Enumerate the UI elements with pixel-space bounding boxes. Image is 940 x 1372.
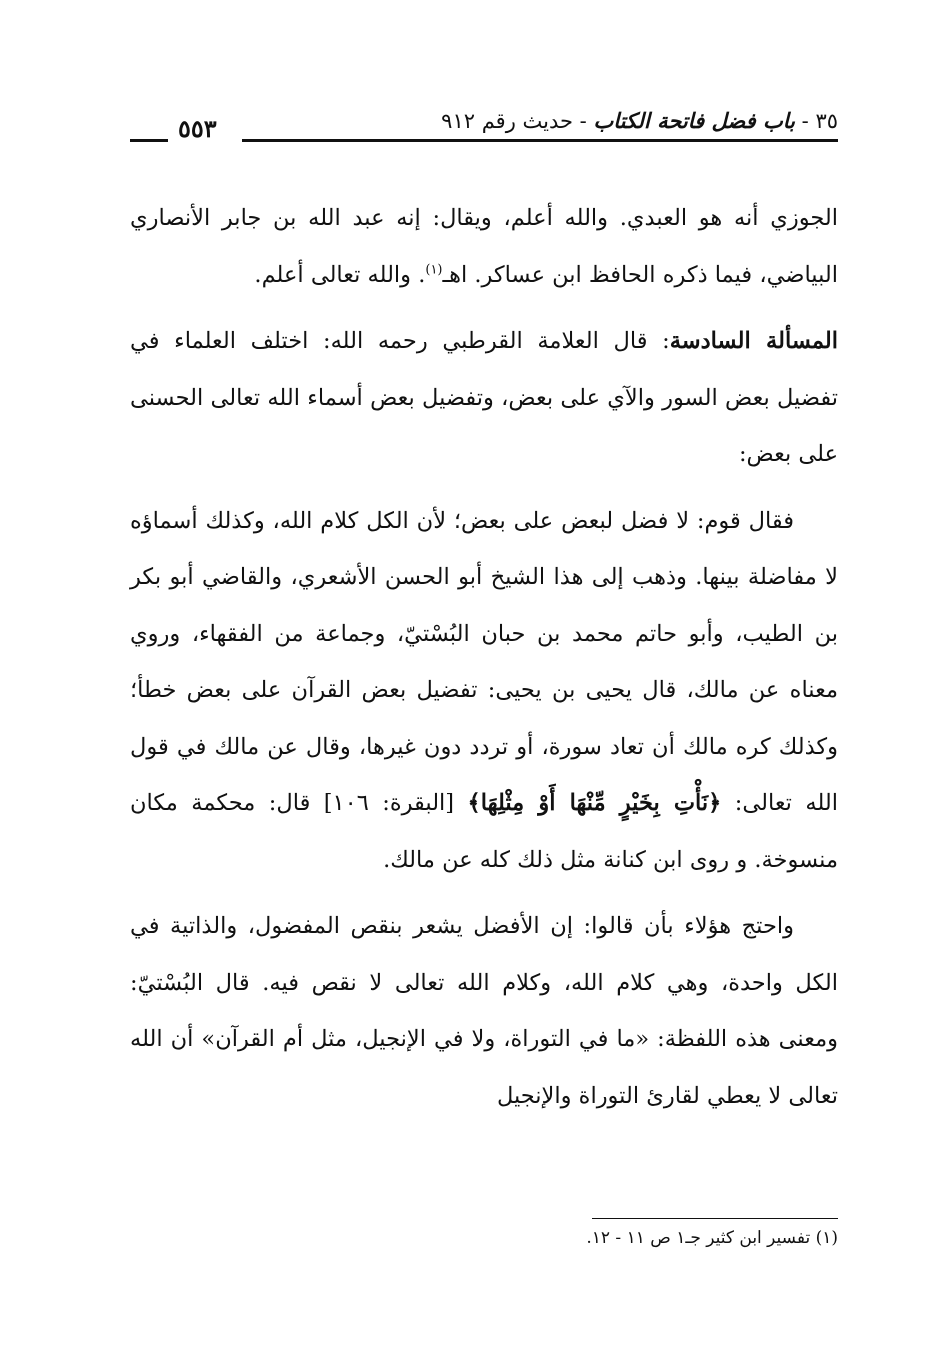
footnote: (١) تفسير ابن كثير جـ١ ص ١١ - ١٢. <box>586 1228 838 1248</box>
main-text <box>130 190 838 1124</box>
hadith-reference: - حديث رقم ٩١٢ <box>441 109 594 133</box>
paragraph-4 <box>130 898 838 1124</box>
page-number: ٥٥٣ <box>178 114 217 143</box>
section-heading: المسألة السادسة <box>669 328 838 354</box>
paragraph-3-text-b: [البقرة: ١٠٦] قال: محكمة مكان منسوخة. و روى ابن كنانة مثل ذلك كله عن مالك. <box>130 790 838 873</box>
chapter-heading <box>441 108 838 133</box>
paragraph-1-text-a: الجوزي أنه هو العبدي. والله أعلم، ويقال: إنه عبد الله بن جابر الأنصاري البياضي، فيما ذكره الحافظ ابن عساكر. اهـ <box>130 205 838 288</box>
quran-verse: ﴿نَأْتِ بِخَيْرٍ مِّنْهَا أَوْ مِثْلِهَا﴾ <box>467 790 722 816</box>
chapter-title: باب فضل فاتحة الكتاب <box>593 108 795 133</box>
footnote-divider <box>592 1218 838 1219</box>
paragraph-1 <box>130 190 838 303</box>
chapter-number: ٣٥ - <box>794 109 838 133</box>
footnote-marker[interactable]: (١) <box>425 262 443 277</box>
paragraph-3 <box>130 493 838 889</box>
paragraph-2 <box>130 313 838 483</box>
paragraph-1-text-b: . والله تعالى أعلم. <box>254 261 426 288</box>
running-header <box>130 108 838 148</box>
header-rule-left <box>130 139 168 142</box>
paragraph-4-text: واحتج هؤلاء بأن قالوا: إن الأفضل يشعر بنقص المفضول، والذاتية في الكل واحدة، وهي كلام الله، وكلام الله تعالى لا نقص فيه. قال البُسْتيّ: ومعنى هذه اللفظة: «ما في التوراة، ولا في الإنجيل، مثل أم القرآن» أن الله تعالى لا يعطي لقارئ التوراة والإنجيل <box>130 913 838 1109</box>
header-rule <box>242 139 838 142</box>
paragraph-3-text-a: فقال قوم: لا فضل لبعض على بعض؛ لأن الكل كلام الله، وكذلك أسماؤه لا مفاضلة بينها. وذهب إلى هذا الشيخ أبو الحسن الأشعري، والقاضي أبو بكر بن الطيب، وأبو حاتم محمد بن حبان البُسْتيّ، وجماعة من الفقهاء، وروي معناه عن مالك، قال يحيى بن يحيى: تفضيل بعض القرآن على بعض خطأ؛ وكذلك كره مالك أن تعاد سورة، أو تردد دون غيرها، وقال عن مالك في قول الله تعالى: <box>130 507 838 816</box>
paragraph-2-text: : قال العلامة القرطبي رحمه الله: اختلف العلماء في تفضيل بعض السور والآي على بعض، وتفضيل بعض أسماء الله تعالى الحسنى على بعض: <box>130 328 838 467</box>
